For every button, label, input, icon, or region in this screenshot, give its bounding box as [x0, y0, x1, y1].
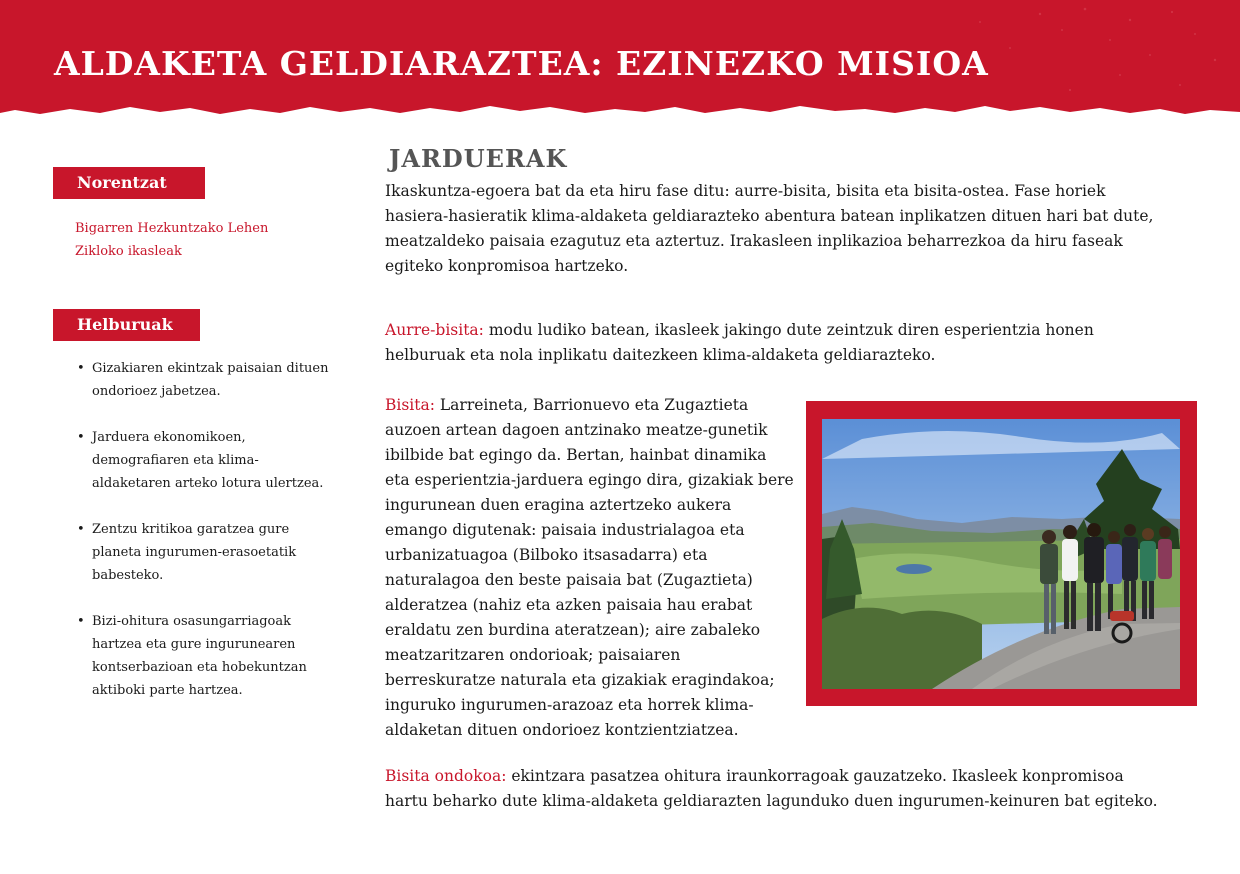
visit-paragraph: [385, 393, 795, 743]
visit-label: Bisita:: [385, 396, 435, 414]
goal-item: • Bizi-ohitura osasungarriagoak hartzea eta gure ingurunearen kontserbazioan eta hobekuntzan aktiboki parte hartzea.: [77, 610, 332, 702]
goal-item: • Zentzu kritikoa garatzea gure planeta ingurumen-erasoetatik babesteko.: [77, 518, 332, 587]
goals-section: [53, 309, 343, 702]
page-title: ALDAKETA GELDIARAZTEA: EZINEZKO MISIOA: [54, 44, 989, 83]
pre-visit-paragraph: [385, 318, 1170, 368]
pre-visit-label: Aurre-bisita:: [385, 321, 484, 339]
audience-text: Bigarren Hezkuntzako Lehen Zikloko ikasleak: [75, 221, 269, 259]
audience-tag: Norentzat: [53, 167, 205, 199]
post-visit-label: Bisita ondokoa:: [385, 767, 507, 785]
section-title: JARDUERAK: [389, 144, 568, 173]
photo-frame: [806, 401, 1197, 706]
goals-tag: Helburuak: [53, 309, 200, 341]
goal-item: • Gizakiaren ekintzak paisaian dituen ondorioez jabetzea.: [77, 357, 332, 403]
visit-text: Larreineta, Barrionuevo eta Zugaztieta auzoen artean dagoen antzinako meatze-gunetik ibilbide bat egingo da. Bertan, hainbat dinamika eta esperientzia-jarduera egingo dira, gizakiak bere ingurunean duen eragina aztertzeko aukera emango digutenak: paisaia industrialagoa eta urbanizatuagoa (Bilboko itsasadarra) eta naturalagoa den beste paisaia bat (Zugaztieta) alderatzea (nahiz eta azken paisaia hau erabat eraldatu zen burdina ateratzean); aire zabaleko meatzaritzaren ondorioak; paisaiaren berreskuratze naturala eta gizakiak eragindakoa; inguruko ingurumen-arazoaz eta horrek klima-aldaketan dituen ondorioez kontzientziatzea.: [385, 396, 794, 739]
post-visit-paragraph: [385, 764, 1170, 814]
post-visit-text: ekintzara pasatzea ohitura iraunkorragoak gauzatzeko. Ikasleek konpromisoa hartu beharko dute klima-aldaketa geldiarazten lagunduko duen ingurumen-keinuren bat egiteko.: [385, 767, 1158, 810]
main-content: [385, 144, 1175, 810]
intro-paragraph: Ikaskuntza-egoera bat da eta hiru fase ditu: aurre-bisita, bisita eta bisita-ostea. Fase horiek hasiera-hasieratik klima-aldaketa geldiarazteko abentura batean inplikatzen dituen hari bat dute, meatzaldeko paisaia ezagutuz eta aztertuz. Irakasleen inplikazioa beharrezkoa da hiru faseak egiteko konpromisoa hartzeko.: [385, 182, 1154, 275]
landscape-photo: [822, 419, 1180, 689]
sidebar: [53, 167, 343, 725]
pre-visit-text: modu ludiko batean, ikasleek jakingo dute zeintzuk diren esperientzia honen helburuak eta nola inplikatu daitezkeen klima-aldaketa geldiarazteko.: [385, 321, 1094, 364]
goals-list: [53, 357, 343, 702]
landscape-illustration: [822, 419, 1180, 689]
header-banner: [0, 0, 1240, 130]
goal-item: • Jarduera ekonomikoen, demografiaren eta klima-aldaketaren arteko lotura ulertzea.: [77, 426, 332, 495]
